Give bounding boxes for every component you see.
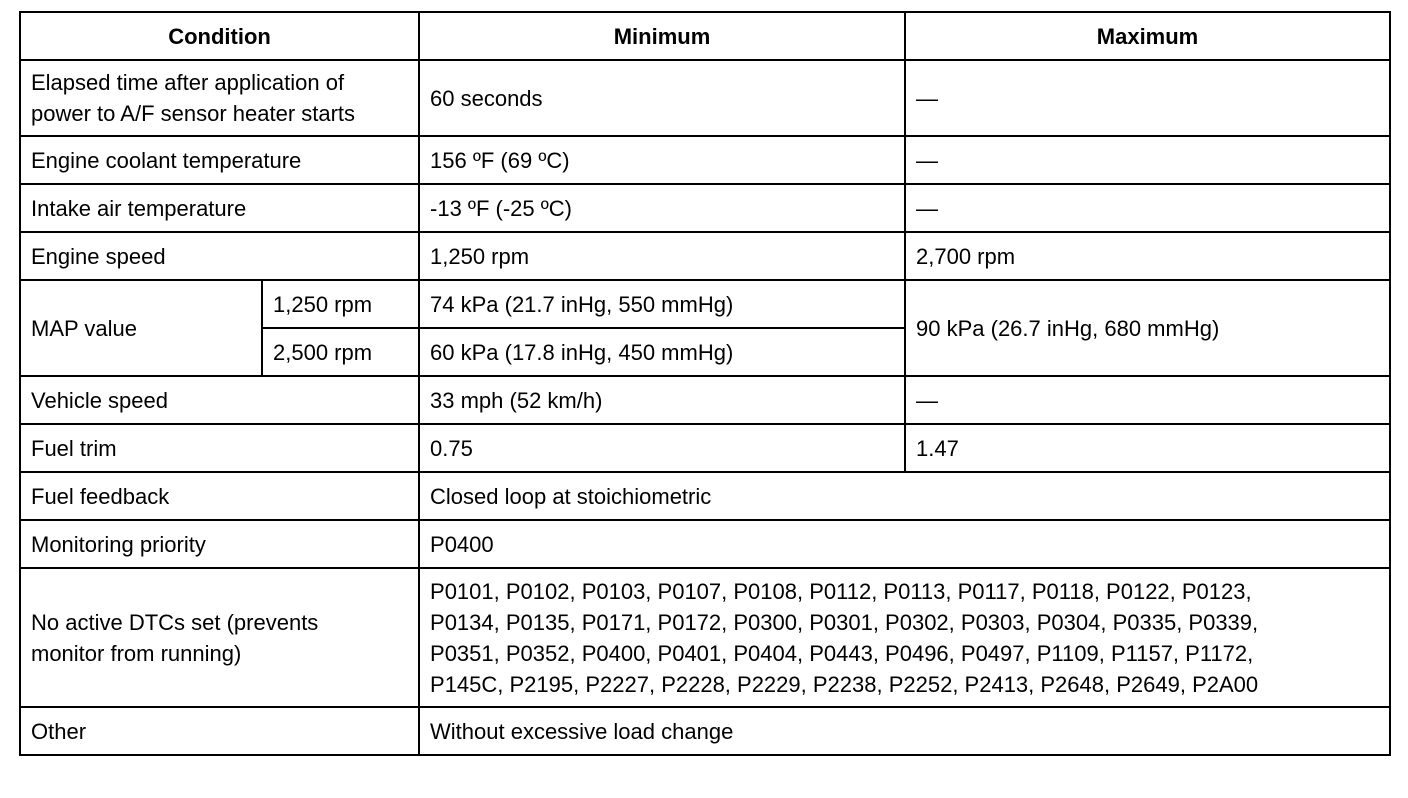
cell-value [419, 568, 1390, 707]
cell-maximum: 90 kPa (26.7 inHg, 680 mmHg) [905, 280, 1390, 376]
dtc-list-line: P0101, P0102, P0103, P0107, P0108, P0112, P0113, P0117, P0118, P0122, P0123, [430, 578, 1252, 604]
header-condition: Condition [20, 12, 419, 60]
row-vehicle-speed [20, 376, 1390, 424]
cell-minimum: 60 kPa (17.8 inHg, 450 mmHg) [419, 328, 905, 376]
cell-value: Without excessive load change [419, 707, 1390, 755]
cell-minimum: 1,250 rpm [419, 232, 905, 280]
condition-line: monitor from running) [31, 640, 242, 666]
dtc-list-line: P0134, P0135, P0171, P0172, P0300, P0301, P0302, P0303, P0304, P0335, P0339, [430, 609, 1259, 635]
cell-minimum: -13 ºF (-25 ºC) [419, 184, 905, 232]
cell-minimum: 33 mph (52 km/h) [419, 376, 905, 424]
cell-condition: MAP value [20, 280, 262, 376]
cell-condition: Intake air temperature [20, 184, 419, 232]
cell-sub-condition: 2,500 rpm [262, 328, 419, 376]
row-coolant-temp [20, 136, 1390, 184]
cell-minimum: 60 seconds [419, 60, 905, 136]
cell-sub-condition: 1,250 rpm [262, 280, 419, 328]
cell-condition [20, 60, 419, 136]
row-no-active-dtcs [20, 568, 1390, 707]
row-elapsed-time [20, 60, 1390, 136]
dtc-list-line: P0351, P0352, P0400, P0401, P0404, P0443, P0496, P0497, P1109, P1157, P1172, [430, 640, 1254, 666]
cell-condition: Other [20, 707, 419, 755]
condition-line: Elapsed time after application of [31, 70, 345, 95]
dtc-list-line: P145C, P2195, P2227, P2228, P2229, P2238, P2252, P2413, P2648, P2649, P2A00 [430, 671, 1259, 697]
row-fuel-feedback [20, 472, 1390, 520]
row-fuel-trim [20, 424, 1390, 472]
cell-maximum: — [905, 376, 1390, 424]
row-other [20, 707, 1390, 755]
cell-maximum: 2,700 rpm [905, 232, 1390, 280]
cell-condition: Engine speed [20, 232, 419, 280]
cell-maximum: — [905, 184, 1390, 232]
row-intake-air-temp [20, 184, 1390, 232]
cell-minimum: 156 ºF (69 ºC) [419, 136, 905, 184]
cell-minimum: 74 kPa (21.7 inHg, 550 mmHg) [419, 280, 905, 328]
cell-maximum: 1.47 [905, 424, 1390, 472]
cell-value: P0400 [419, 520, 1390, 568]
cell-condition: Monitoring priority [20, 520, 419, 568]
cell-condition [20, 568, 419, 707]
condition-line: power to A/F sensor heater starts [31, 101, 356, 126]
cell-maximum: — [905, 60, 1390, 136]
header-maximum: Maximum [905, 12, 1390, 60]
header-minimum: Minimum [419, 12, 905, 60]
row-monitoring-priority [20, 520, 1390, 568]
cell-condition: Fuel trim [20, 424, 419, 472]
cell-value: Closed loop at stoichiometric [419, 472, 1390, 520]
row-map-value-1 [20, 280, 1390, 328]
cell-condition: Vehicle speed [20, 376, 419, 424]
row-engine-speed [20, 232, 1390, 280]
cell-maximum: — [905, 136, 1390, 184]
cell-condition: Engine coolant temperature [20, 136, 419, 184]
cell-condition: Fuel feedback [20, 472, 419, 520]
header-row [20, 12, 1390, 60]
condition-line: No active DTCs set (prevents [31, 609, 319, 635]
conditions-table [19, 11, 1391, 756]
cell-minimum: 0.75 [419, 424, 905, 472]
